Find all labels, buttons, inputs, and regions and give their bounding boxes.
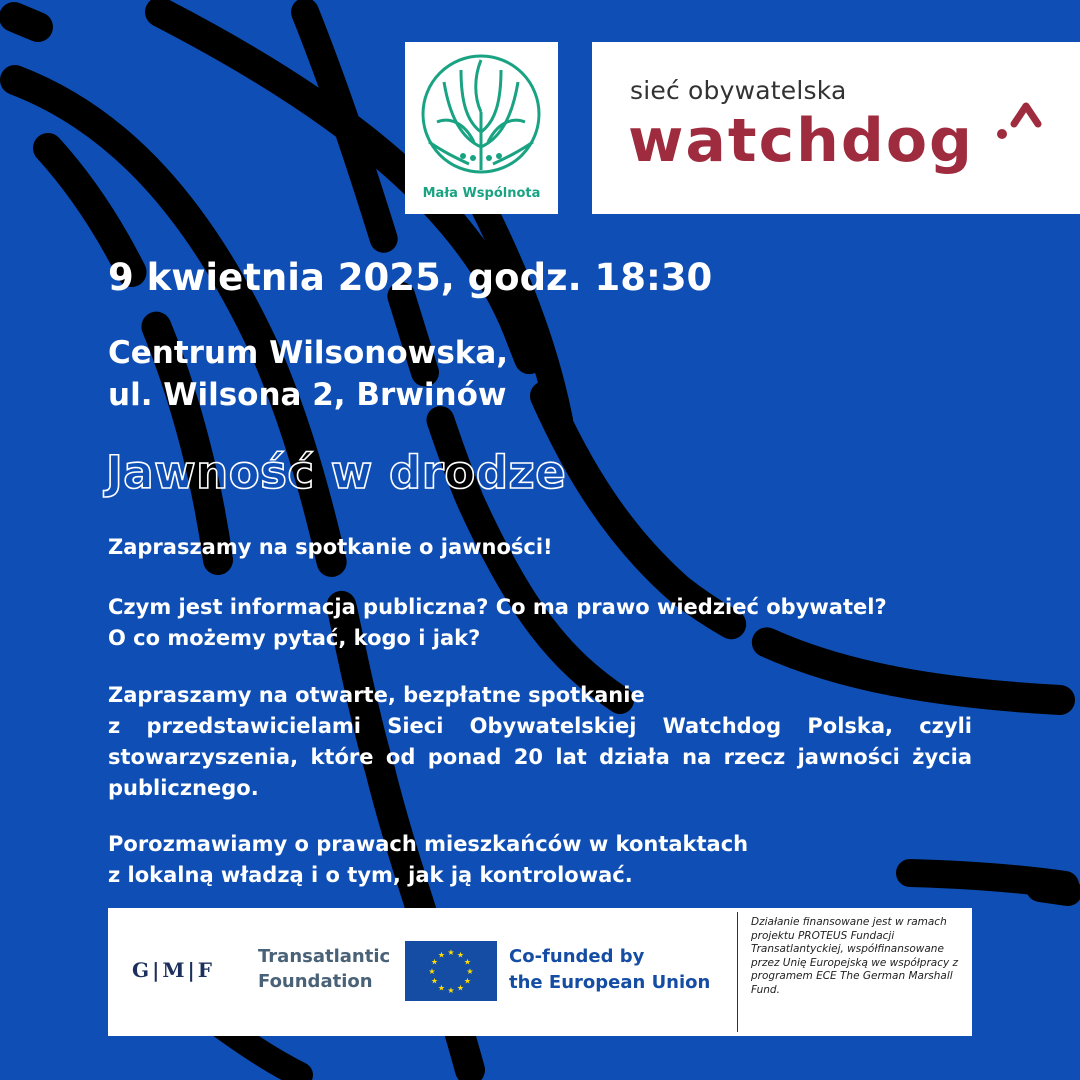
transatlantic-line-1: Transatlantic [258,946,391,967]
discussion-line-2: z lokalną władzą i o tym, jak ją kontrolować. [108,863,633,887]
tree-icon [419,52,544,177]
mala-wspolnota-logo [405,42,558,214]
questions-line-2: O co możemy pytać, kogo i jak? [108,626,481,650]
eu-star-icon: ★ [430,976,439,986]
eu-star-icon: ★ [456,983,465,993]
about-lead: Zapraszamy na otwarte, bezpłatne spotkanie [108,683,645,707]
sponsor-bar [108,908,972,1036]
eu-cofunded-label [509,944,710,996]
transatlantic-foundation-label [258,944,390,994]
eu-flag-icon [405,941,497,1001]
eu-star-icon: ★ [463,957,472,967]
eu-star-icon: ★ [437,950,446,960]
event-venue [108,332,508,416]
eu-star-icon: ★ [456,950,465,960]
watchdog-tagline: sieć obywatelska [630,76,847,105]
venue-line-2: ul. Wilsona 2, Brwinów [108,377,507,413]
eu-star-icon: ★ [437,983,446,993]
event-date: 9 kwietnia 2025, godz. 18:30 [108,256,713,299]
venue-line-1: Centrum Wilsonowska, [108,335,509,371]
transatlantic-line-2: Foundation [258,971,373,992]
eu-star-icon: ★ [463,976,472,986]
sponsor-divider [737,912,738,1032]
mala-wspolnota-label: Mała Wspólnota [422,186,541,201]
funding-note: Działanie finansowane jest w ramach projektu PROTEUS Fundacji Transatlantyckiej, współfinansowane przez Unię Europejską we współpracy z programem ECE The German Marshall Fund. [751,916,959,996]
event-headline: Jawność w drodze [106,446,567,499]
watchdog-logo [592,42,1080,214]
eu-line-2: the European Union [509,972,711,993]
eu-line-1: Co-funded by [509,946,645,967]
invitation-text: Zapraszamy na spotkanie o jawności! [108,535,553,559]
discussion-line-1: Porozmawiamy o prawach mieszkańców w kontaktach [108,832,749,856]
eu-star-icon: ★ [430,957,439,967]
questions-line-1: Czym jest informacja publiczna? Co ma prawo wiedzieć obywatel? [108,595,887,619]
eu-star-icon: ★ [466,967,474,976]
caret-icon [994,92,1044,142]
about-rest: z przedstawicielami Sieci Obywatelskiej Watchdog Polska, czyli stowarzyszenia, które od ponad 20 lat działa na rzecz jawności życia publicznego. [108,714,972,800]
eu-star-icon: ★ [447,948,455,957]
about-paragraph [108,680,972,804]
questions-paragraph [108,592,972,654]
gmf-logo: G|M|F [132,958,215,982]
eu-star-icon: ★ [447,986,455,995]
eu-star-icon: ★ [428,967,436,976]
discussion-paragraph [108,829,972,891]
watchdog-wordmark: watchdog [628,106,974,176]
